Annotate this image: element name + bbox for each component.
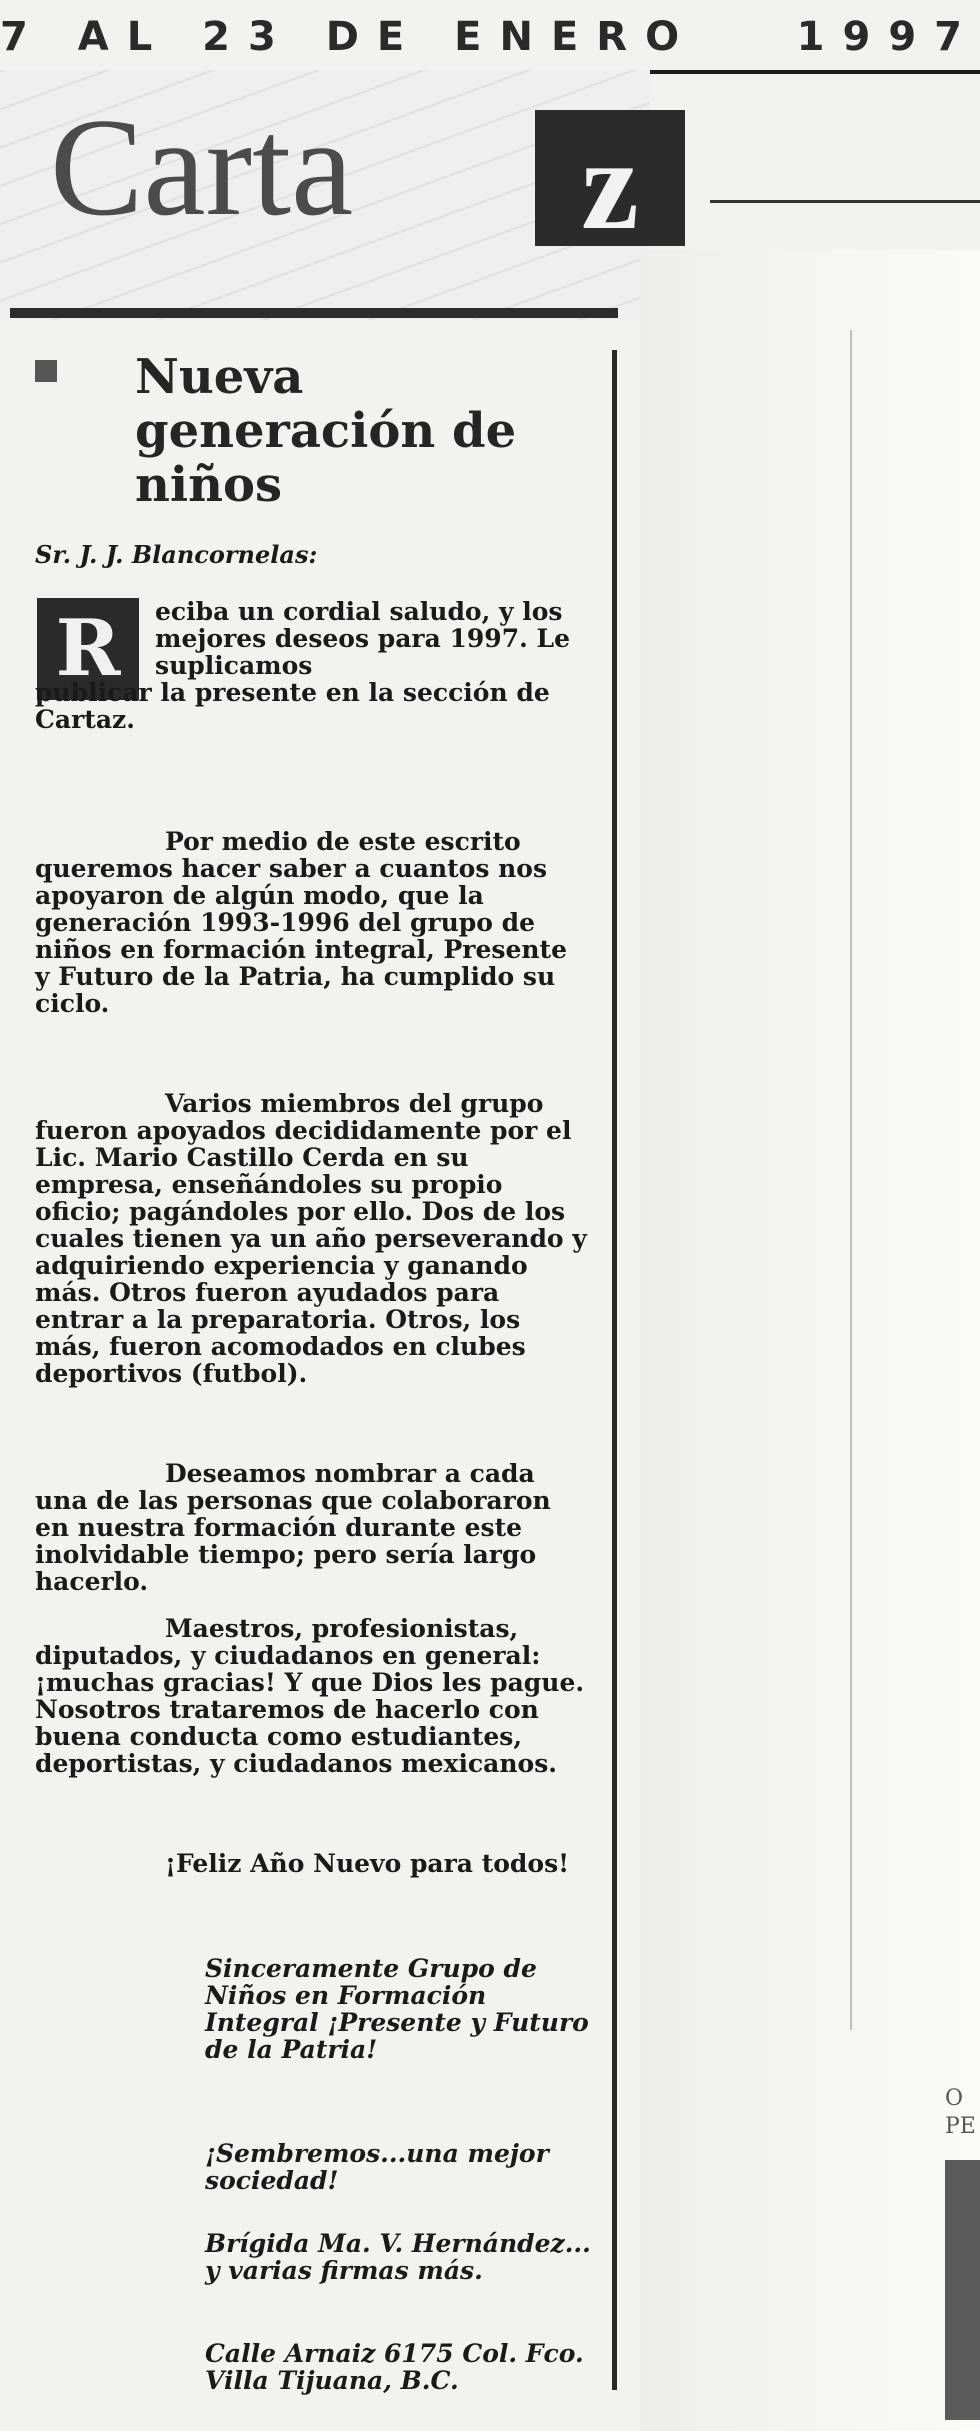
paragraph-1 [35, 598, 590, 733]
edge-fragment: O PE [945, 2086, 976, 2139]
salutation: Sr. J. J. Blancornelas: [35, 540, 318, 569]
masthead-word: Carta [50, 90, 354, 245]
issue-year: 1997 [796, 14, 980, 60]
headline-bullet-icon [35, 360, 57, 382]
masthead-z-block: z [535, 110, 685, 246]
adjacent-column [640, 250, 980, 2431]
paragraph-6: ¡Feliz Año Nuevo para todos! [165, 1849, 570, 1878]
paragraph-4: Deseamos nombrar a cada una de las personas que colaboraron en nuestra formación durante este inolvidable tiempo; pero sería largo hacerlo. [35, 1459, 551, 1596]
paragraph-1-lead: eciba un cordial saludo, y los mejores deseos para 1997. Le suplicamos [155, 597, 570, 680]
paragraph-1-rest: publicar la presente en la sección de Cartaz. [35, 678, 550, 734]
section-rule [10, 308, 618, 318]
masthead-rule [710, 200, 980, 203]
drop-cap: R [37, 598, 139, 700]
signature-names: Brígida Ma. V. Hernández... y varias firmas más. [205, 2229, 591, 2285]
date-strip [0, 0, 980, 74]
fold-shadow [850, 330, 852, 2030]
paragraph-3: Varios miembros del grupo fueron apoyados decididamente por el Lic. Mario Castillo Cerda en su empresa, enseñándoles su propio oficio; pagándoles por ello. Dos de los cuales tienen ya un año perseverando y adquiriendo experiencia y ganando más. Otros fueron ayudados para entrar a la preparatoria. Otros, los más, fueron acomodados en clubes deportivos (futbol). [35, 1089, 587, 1388]
signature-address: Calle Arnaiz 6175 Col. Fco. Villa Tijuana, B.C. [205, 2339, 584, 2395]
paragraph-2: Por medio de este escrito queremos hacer saber a cuantos nos apoyaron de algún modo, que la generación 1993-1996 del grupo de niños en formación integral, Presente y Futuro de la Patria, ha cumplido su ciclo. [35, 827, 567, 1018]
section-masthead [50, 90, 650, 257]
signature-group: Sinceramente Grupo de Niños en Formación Integral ¡Presente y Futuro de la Patria! [205, 1954, 589, 2064]
article-headline: Nueva generación de niños [135, 349, 517, 513]
column-divider [612, 350, 617, 2390]
issue-date: 7 AL 23 DE ENERO [0, 14, 698, 60]
paragraph-5: Maestros, profesionistas, diputados, y ciudadanos en general: ¡muchas gracias! Y que Dios les pague. Nosotros trataremos de hacerlo con buena conducta como estudiantes, deportistas, y ciudadanos mexicanos. [35, 1614, 585, 1778]
edge-photo [945, 2160, 980, 2420]
signature-motto: ¡Sembremos...una mejor sociedad! [205, 2139, 549, 2195]
